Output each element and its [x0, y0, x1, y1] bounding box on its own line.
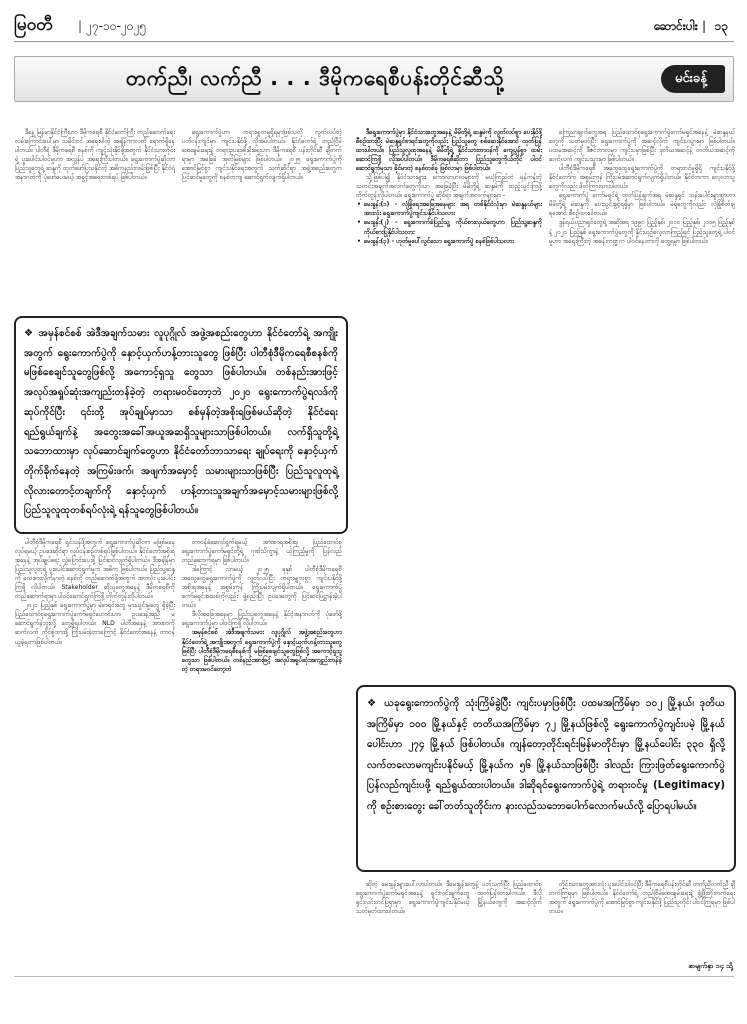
- footer-divider: [14, 976, 734, 977]
- author-badge: မင်းခန့်: [661, 65, 725, 93]
- paragraph: ဒီလိုအခြေအနေမှာ ပြည်သူတွေအနေနဲ့ နိုင်ငံ့အနာဂတ်ကို ပုံဖော်ဖို့ ရွေးကောက်ပွဲမှာ ပါဝင်ကြဖို့ လိုပါတယ်။: [182, 611, 342, 628]
- section-name: ဆောင်းပါး: [653, 19, 698, 33]
- paragraph: ဒါကြောင့် လာမယ့် ၂၀၂၅ ခုနှစ် ပါတီစုံဒီမိုကရေစီ အထွေထွေရွေးကောက်ပွဲကို လွတ်လပ်ပြီး တရားမျှတစွာ ကျင်းပနိုင်ဖို့ အစိုးရအနေနဲ့ အစွမ်းကုန် ကြိုးပမ်းလျက်ရှိပါတယ်။ ရွေးကောက်ပွဲ ကော်မရှင်အသစ်ကိုလည်း ဖွဲ့စည်းပြီး ဥပဒေတွေကို ပြင်ဆင်ပြဋ္ဌာန်းခဲ့ပါတယ်။: [182, 566, 342, 610]
- page-header: [14, 14, 734, 42]
- list-item: • မေးခွန်း(၁) - လုံခြုံရေးအခြေအနေများ အရ တစ်နိုင်ငံလုံးမှာ မဲဆန္ဒနယ်များအားလုံး ရွေးကောက်ပွဲကျင်းပနိုင်ပါသလား: [364, 200, 542, 218]
- continuation-note: စာမျက်နှာ ၁၄ သို့: [688, 962, 733, 970]
- article-column-2-bottom: [182, 538, 342, 969]
- list-item: • မေးခွန်း(၃) - ဟုတ်မှုပေါ်လွင်သော ရွေးကောက်ပွဲ စနစ်ဖြစ်ပါသလား: [364, 237, 542, 246]
- article-column-3-bottom: [356, 880, 542, 969]
- list-item: • မေးခွန်း(၂) - ရွေးကောက်ခံပြည်သူ့ ကိုယ်စားလှယ်တွေဟာ ပြည်သူ့ဆန္ဒကို ကိုယ်စားပြုနိုင်ပါသလား: [364, 218, 542, 236]
- page-number: ၁၃: [714, 19, 728, 33]
- pull-quote-2: ❖ ယခုရွေးကောက်ပွဲကို သုံးကြိမ်ခွဲပြီး ကျင်းပမှာဖြစ်ပြီး ပထမအကြိမ်မှာ ၁၀၂ မြို့နယ်၊ ဒုတိယအကြိမ်မှာ ၁၀၀ မြို့နယ်နှင့် တတိယအကြိမ်မှာ ၇၂ မြို့နယ်ဖြစ်လို့ ရွေးကောက်ပွဲကျင်းပမဲ့ မြို့နယ်ပေါင်းဟာ ၂၇၄ မြို့နယ် ဖြစ်ပါတယ်။ ကျန်တော့တိုင်းရင်းမြန်မာတိုင်းမှာ မြို့နယ်ပေါင်း ၃၃၀ ရှိလို့ လက်တလောမကျင်းပနိုင်မယ့် မြို့နယ်က ၅၆ မြို့နယ်သာဖြစ်ပြီး ဒါလည်း ကြားဖြတ်ရွေးကောက်ပွဲပြန်လည်ကျင်းပဖို့ ရည်ရွယ်ထားပါတယ်။ ဒါဆိုရင်ရွေးကောက်ပွဲရဲ့ တရားဝင်မှု (Legitimacy) ကို စဉ်းစားတွေး ခေါ်တတ်သူတိုင်းက နားလည်သဘောပေါက်လောက်မယ်လို့ ပြောရပါမယ်။: [356, 685, 736, 872]
- question-list: [356, 200, 542, 245]
- article-column-4-bottom: [549, 880, 735, 960]
- paragraph: အမှန်စင်စစ် အဲဒီအချက်သမား လူပုဂ္ဂိုလ် အဖွဲ့အစည်းတွေဟာ နိုင်ငံတော်ရဲ့ အကျိုးအတွက် ရွေးကောက်ပွဲကို နှောင့်ယှက်ဟန့်တားသူတွေ ဖြစ်ပြီး ပါတီစုံဒီမိုကရေစီစနစ်ကို မဖြစ်စေချင်သူတွေဖြစ်လို့ အကောင့်ရှသူတွေသာ ဖြစ်ပါတယ်။ တစ်နည်းအားဖြင့် အလုပ်အရှုပ်ဆုံးအကျည်းတန်ခဲ့တဲ့ တရားမဝင်တော့ဘဲ: [182, 629, 342, 673]
- paragraph: ပါတီစုံဒီမိုကရေစီ အထွေထွေရွေးကောက်ပွဲကို တရားဝင်မှုရှိရှိ ကျင်းပနိုင်ဖို့ နိုင်ငံတော်က အစွမ်းကုန် ကြိုးပမ်းဆောင်ရွက်လျက်ရှိပါတယ်။ နိုင်ငံတကာ လေ့လာသူတွေကိုလည်း ဖိတ်ကြားထားပါတယ်။: [549, 165, 735, 191]
- article-column-3-top: [356, 128, 542, 534]
- issue-date: ၂၇-၁၀-၂၀၂၅: [86, 19, 147, 33]
- section-label-block: ဆောင်းပါး | ၁၃: [653, 19, 728, 33]
- newspaper-logo: မြဝတီ: [14, 15, 53, 35]
- paragraph: ဒီရွေးကောက်ပွဲမှာ နိုင်ငံသားတွေအနေနဲ့ မိမိတို့ရဲ့ ဆန္ဒမဲကို လွတ်လပ်စွာ ပေးနိုင်ဖို့ စီစဉ်ထားပြီး မဲဆန္ဒရှင်စာရင်းတွေကိုလည်း ပြည်သူတွေ စစ်ဆေးနိုင်အောင် ထုတ်ပြန်ထားပါတယ်။ ပြည်သူလူထုအနေနဲ့ မိမိတို့ရဲ့ နိုင်ငံသားတာဝန်ကို ကျေပွန်စွာ ထမ်းဆောင်ကြဖို့ လိုအပ်ပါတယ်။ ဒီမိုကရေစီဆိုတာ ပြည်သူတွေကိုယ်တိုင် ပါဝင်ဆောင်ရွက်မှသာ ခိုင်မာတဲ့ စနစ်တစ်ခု ဖြစ်လာမှာ ဖြစ်ပါတယ်။: [356, 129, 542, 173]
- article-title-banner: [14, 56, 734, 102]
- paragraph: ပါတီစုံဒီမိုကရေစီ ရှင်သန်ဖို့အတွက် ရွေးကောက်ပွဲဆိုတာ မဖြစ်မနေလုပ်ရမယ့် ဥပဒေဆိုင်ရာ လုပ်ငန်းစဉ်တစ်ရပ်ဖြစ်ပါတယ်။ နိုင်ငံတော်အစိုးရအနေနဲ့ အုပ်ချုပ်ရေး လွှဲပြောင်းပေးဖို့ ပြင်ဆင်လျက်ရှိပါတယ်။ ဒီအချိန်မှာ ပြည်သူလူထုရဲ့ ပူးပေါင်းဆောင်ရွက်မှုက အဓိက ဖြစ်ပါတယ်။ ပြည်သူ့ဆန္ဒကို လေးစားလိုက်နာတဲ့ စနစ်ကို တည်ဆောက်ဖို့အတွက် အားလုံး ပူးပေါင်းကြဖို့ လိုပါတယ်။ Stakeholder ဆိုသူတွေအနေနဲ့ ဒီမိုကရေစီကို တည်ဆောက်ရာမှာ ပါဝင်ဆောင်ရွက်ကြဖို့ တိုက်တွန်းလိုပါတယ်။: [15, 539, 175, 601]
- paragraph: တိုင်းသားတွေအားလုံး ပူးပေါင်းပါဝင်ပြီး ဒီမိုကရေစီပန်းတိုင်ဆီ တက်ညီလက်ညီ ချီတက်ကြရမှာ ဖြစ်ပါတယ်။ နိုင်ငံတော်ရဲ့ တည်ငြိမ်အေးချမ်းရေးနဲ့ ဖွံ့ဖြိုးတိုးတက်ရေးအတွက် ရွေးကောက်ပွဲကို အောင်မြင်စွာ ကျင်းပနိုင်ဖို့ ပြည်သူတိုင်း ပါဝင်ကြရမှာ ဖြစ်ပါတယ်။: [549, 881, 735, 916]
- article-column-1-bottom: [15, 538, 175, 969]
- article-title: တက်ညီ၊ လက်ညီ . . . ဒီမိုကရေစီပန်းတိုင်ဆီသို့: [125, 66, 505, 90]
- paragraph: ဒွန်ရယ်ပညာရှင်တွေရဲ့ အဆိုအရ ၁၉၉၀ ပြည့်နှစ်၊ ၂၀၁၀ ပြည့်နှစ်၊ ၂၀၁၅ ပြည့်နှစ် နဲ့ ၂၀၂၀ ပြည့်နှစ် ရွေးကောက်ပွဲတွေကို နှိုင်းယှဉ်လေ့လာကြည့်ရင် ပြည်သူတွေရဲ့ ပါဝင်မှုဟာ အရေးကြီးတဲ့ အခန်းကဏ္ဍက ပါဝင်နေတာကို တွေ့ရမှာ ဖြစ်ပါတယ်။: [549, 219, 735, 245]
- paragraph: သို့ဖြစ်ပါ၍ နိုင်ငံသားများ၊ ကောလာဟလများကို မယုံကြည်ဘဲ မှန်ကန်တဲ့ သတင်းအချက်အလက်တွေကိုသာ အခြေခံပြီး မိမိတို့ရဲ့ ဆန္ဒမဲကို ထည့်သွင်းကြဖို့ တိုက်တွန်းလိုပါတယ်။ ရွေးကောက်ပွဲ ဆိုင်ရာ အချက်အလက်များမှာ -: [356, 174, 542, 200]
- paragraph: ဒီနေ့ မြန်မာနိုင်ငံကြီးဟာ ဒီမိုကရေစီ နိုင်ငံတော်ကြီး တည်ဆောက်ရေး လမ်းကြောင်းပေါ်မှာ သမိုင်းဝင် အရေးပါတဲ့ အချိန်ကာလကို ရောက်ရှိနေပါတယ်။ ပါတီစုံ ဒီမိုကရေစီ စနစ်ကို ကျင့်သုံးနိုင်ဖို့အတွက် နိုင်ငံသားတိုင်းရဲ့ ပူးပေါင်းပါဝင်မှုဟာ အလွန်ပဲ အရေးကြီးပါတယ်။ ရွေးကောက်ပွဲဆိုတာ ပြည်သူတွေရဲ့ ဆန္ဒကို ထုတ်ဖော်ပြသနိုင်တဲ့ အဓိကနည်းလမ်းဖြစ်ပြီး နိုင်ငံရဲ့ အနာဂတ်ကို ပုံဖော်ပေးမယ့် အခွင့်အရေးတစ်ရပ် ဖြစ်ပါတယ်။: [15, 129, 175, 182]
- paragraph: ဆိုတဲ့ မေးခွန်းများပေါ်လာပါတယ်။ ဒီမေးခွန်းတွေနဲ့ ပတ်သက်ပြီး ပြည်ထောင်စုရွေးကောက်ပွဲကော်မရှင်အနေနဲ့ ရှင်းလင်းချက်တွေ ထုတ်ပြန်ထားပါတယ်။ ဒီလိုရှင်းလင်းတင်ပြရာမှာ ရွေးကောက်ပွဲကျင်းပနိုင်မယ့် မြို့နယ်တွေကို အဆင့်လိုက် သတ်မှတ်ထားပါတယ်။: [356, 881, 542, 916]
- paragraph: ကြေညာချက်တွေအရ ပြည်ထောင်စုရွေးကောက်ပွဲကော်မရှင်အနေနဲ့ မဲဆန္ဒနယ်တွေကို သတ်မှတ်ပြီး ရွေးကောက်ပွဲကို အဆင့်လိုက် ကျင်းပသွားမှာ ဖြစ်ပါတယ်။ ပထမအဆင့်ကို ဒီဇင်ဘာလမှာ ကျင်းပမှာဖြစ်ပြီး ဒုတိယအဆင့်နဲ့ တတိယအဆင့်ကို ဆက်လက် ကျင်းပသွားမှာ ဖြစ်ပါတယ်။: [549, 129, 735, 164]
- paragraph: ၂၀၂၀ ပြည့်နှစ် ရွေးကောက်ပွဲမှာ မဲစာရင်းတွေ မှားယွင်းမှုတွေ ရှိခဲ့ပြီး ပြည်ထောင်စုရွေးကောက်ပွဲကော်မရှင်ဟောင်းဟာ ဥပဒေနဲ့အညီ မဆောင်ရွက်ခဲ့ဘူးလို့ တွေ့ရှိရပါတယ်။ NLD ပါတီအနေနဲ့ အာဏာကို ဆက်လက် ကိုင်စွဲထားဖို့ ကြိုးပမ်းခဲ့တာကြောင့် နိုင်ငံတော်အနေနဲ့ တာဝန်ယူခဲ့ရတာဖြစ်ပါတယ်။: [15, 602, 175, 646]
- article-column-2-top: [182, 128, 342, 314]
- paragraph: တာဝန်ခံဆောင်ရွက်ရမယ့် အာဏာရအစိုးရ၊ ပြည်ထောင်စုရွေးကောက်ပွဲကော်မရှင်တို့ရဲ့ ဂုဏ်သိက္ခာနဲ့ ယုံကြည်မှုကို ပြန်လည်တည်ဆောက်ရမှာ ဖြစ်ပါတယ်။: [182, 539, 342, 565]
- issue-date-block: | ၂၇-၁၀-၂၀၂၅: [78, 19, 147, 33]
- article-column-4-top: [549, 128, 735, 534]
- paragraph: ရွေးကောက်ပွဲ ကော်မရှင်ရဲ့ ထုတ်ပြန်ချက်အရ မဲဆန္ဒရှင် သန်းပေါင်းများစွာဟာ မိမိတို့ရဲ့ မဲဆန္ဒကို ပေးသွင်းခွင့်ရရှိမှာ ဖြစ်ပါတယ်။ မဲရုံတွေကိုလည်း လုံခြုံစိတ်ချရအောင် စီစဉ်ထားပါတယ်။: [549, 192, 735, 218]
- paragraph: ရွေးကောက်ပွဲဟာ တရားမျှတမှုရှိရမှာဖြစ်သလို လွတ်လပ်တဲ့ ပတ်ဝန်းကျင်မှာ ကျင်းပနိုင်ဖို့ လိုအပ်ပါတယ်။ နိုင်ငံတော်ရဲ့ တည်ငြိမ်အေးချမ်းရေးနဲ့ တရားဥပဒေစိုးမိုးရေးဟာ ဒီမိုကရေစီ ပန်းတိုင်ဆီ ချီတက်ရာမှာ အခြေခံ အုတ်မြစ်များ ဖြစ်ပါတယ်။ ၂၀၂၅ ရွေးကောက်ပွဲကို အောင်မြင်စွာ ကျင်းပနိုင်ရေးအတွက် သက်ဆိုင်ရာ အဖွဲ့အစည်းတွေက ပြင်ဆင်မှုတွေကို စနစ်တကျ ဆောင်ရွက်လျက်ရှိပါတယ်။: [182, 129, 342, 182]
- pull-quote-1: ❖ အမှန်စင်စစ် အဲဒီအချက်သမား လူပုဂ္ဂိုလ် အဖွဲ့အစည်းတွေဟာ နိုင်ငံတော်ရဲ့ အကျိုးအတွက် ရွေးကောက်ပွဲကို နှောင့်ယှက်ဟန့်တားသူတွေ ဖြစ်ပြီး ပါတီစုံဒီမိုကရေစီစနစ်ကို မဖြစ်စေချင်သူတွေဖြစ်လို့ အကောင့်ရှသူ တွေသာ ဖြစ်ပါတယ်။ တစ်နည်းအားဖြင့် အလုပ်အရှုပ်ဆုံးအကျည်းတန်ခဲ့တဲ့ တရားမဝင်တော့ဘဲ ၂၀၂၀ ရွေးကောက်ပွဲရလဒ်ကိုဆုပ်ကိုင်ပြီး ၎င်းတို့ အုပ်ချုပ်မှာသာ စစ်မှန်တဲ့အစိုးရဖြစ်မယ်ဆိုတဲ့ နိုင်ငံရေးရည်ရွယ်ချက်နဲ့ အတွေးအခေါ်အယူအဆရှိသူများသာဖြစ်ပါတယ်။ လက်ရှိသူတို့ရဲ့ သဘောထားမှာ လုပ်ဆောင်ချက်တွေဟာ နိုင်ငံတော်ဘာသာရေး ချုပ်ရေးကို နှောင့်ယှက်တိုက်ခိုက်နေတဲ့ အကြမ်းဖက်၊ အဖျက်အမှောင့် သမားများသာဖြစ်ပြီး ပြည်သူလူထုရဲ့ လိုလားတောင့်တချက်ကို နှောင့်ယှက် ဟန့်တားသူအချက်အမှောင့်သမားများဖြစ်လို့ ပြည်သူလူထုတစ်ရပ်လုံးရဲ့ ရန်သူတွေဖြစ်ပါတယ်။: [14, 316, 348, 534]
- article-column-1-top: [15, 128, 175, 314]
